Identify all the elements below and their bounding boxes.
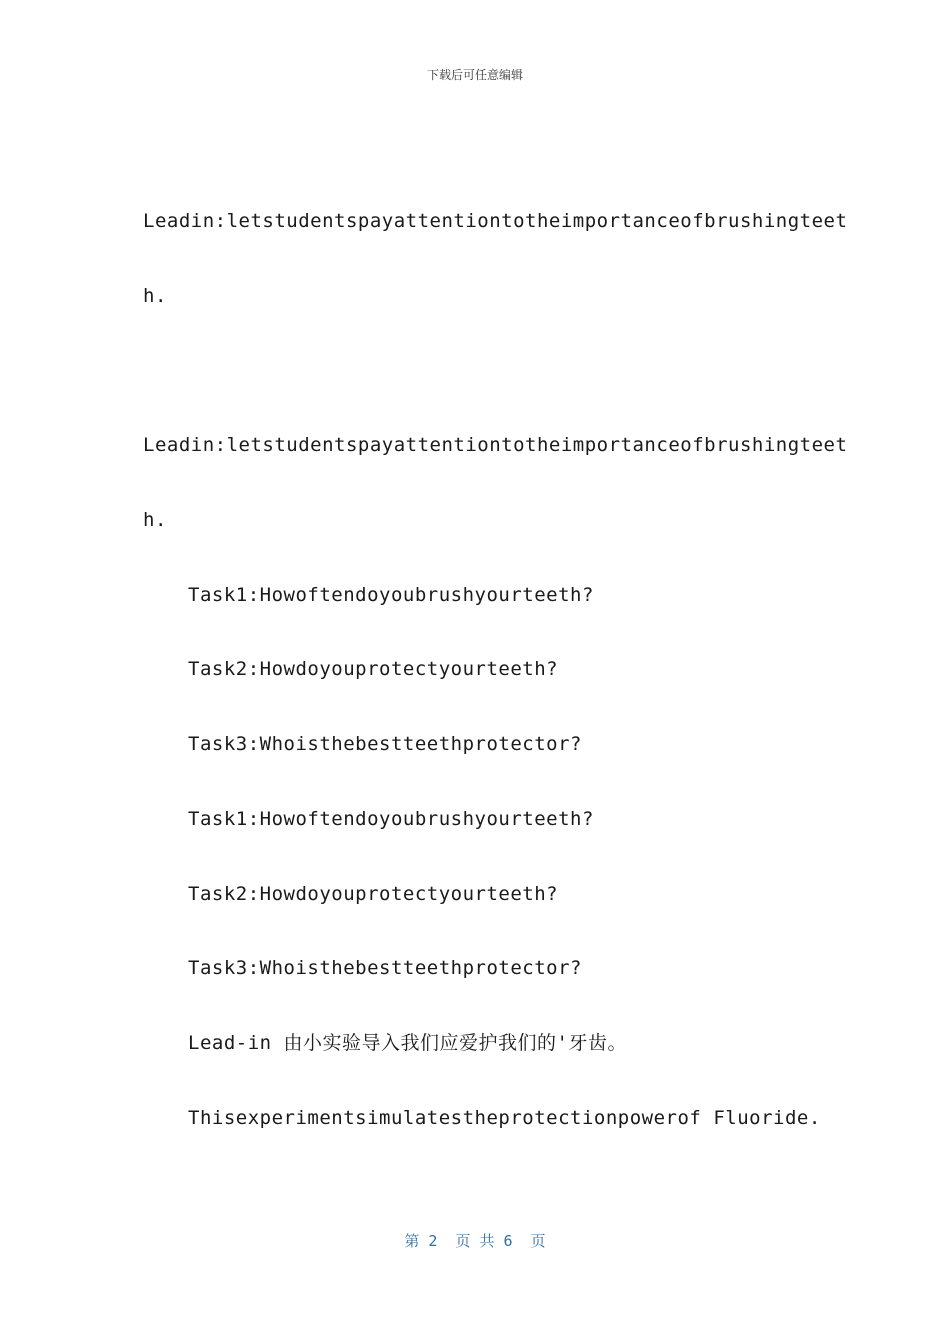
task-line: Task2:Howdoyouprotectyourteeth? [188,883,559,905]
task-line: Task1:Howoftendoyoubrushyourteeth? [188,584,594,606]
task-line: Task3:Whoisthebestteethprotector? [188,733,582,755]
task-line: Task1:Howoftendoyoubrushyourteeth? [188,808,594,830]
body-line-1: Leadin:letstudentspayattentiontotheimportanceofbrushingteet [143,210,848,232]
body-line-2: h. [143,285,167,307]
page-number-footer: 第 2 页 共 6 页 [404,1232,546,1250]
body-line-4: h. [143,509,167,531]
body-line-3: Leadin:letstudentspayattentiontotheimportanceofbrushingteet [143,434,848,456]
header-note: 下载后可任意编辑 [426,68,523,82]
task-line: Task2:Howdoyouprotectyourteeth? [188,658,559,680]
experiment-line: Thisexperimentsimulatestheprotectionpowerof Fluoride. [188,1107,821,1129]
lead-in-line: Lead-in 由小实验导入我们应爱护我们的'牙齿。 [188,1032,627,1054]
task-line: Task3:Whoisthebestteethprotector? [188,957,582,979]
